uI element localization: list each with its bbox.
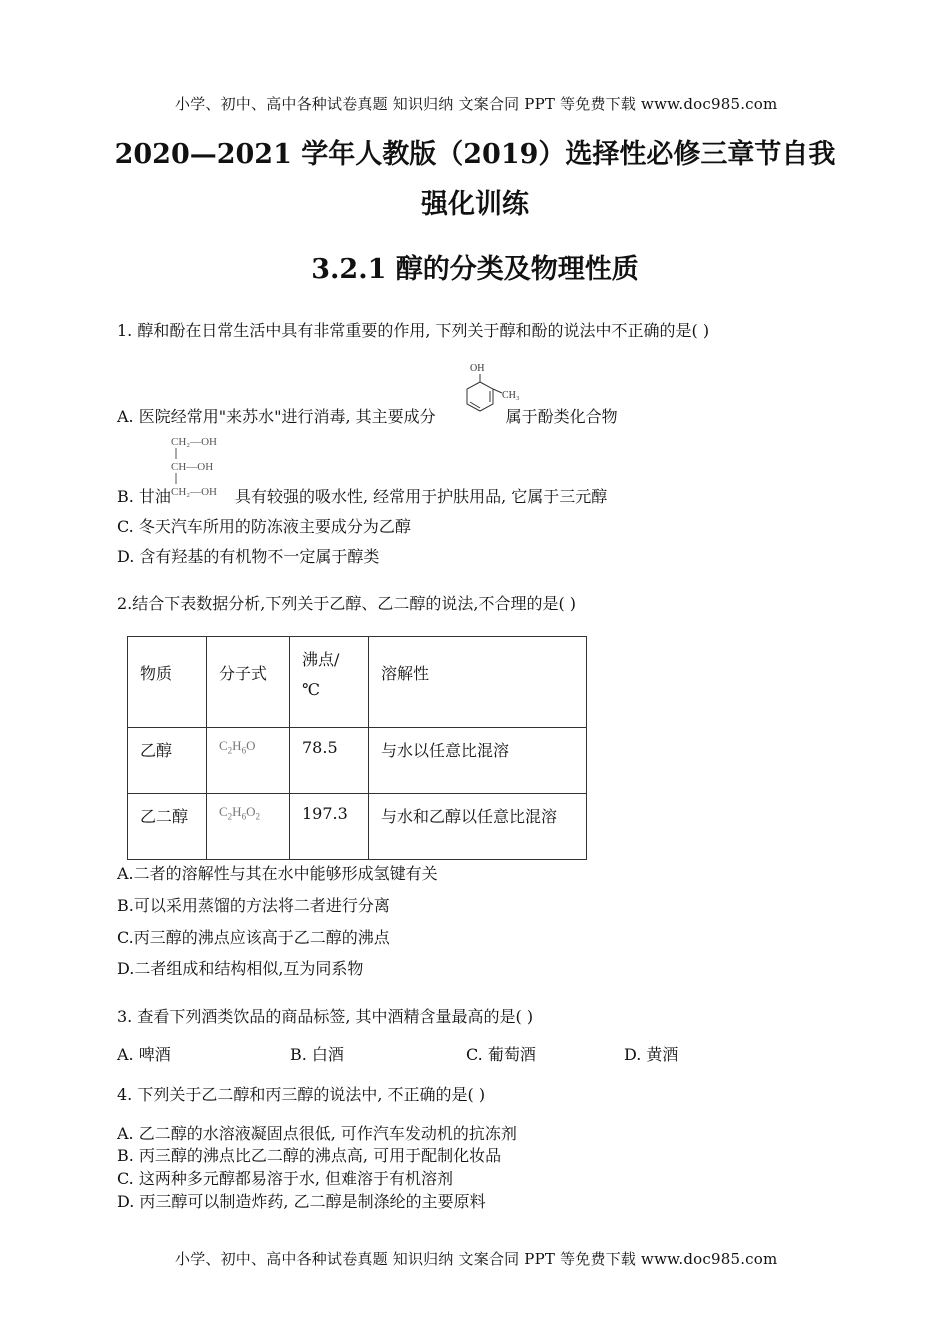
row1-formula: $C_2H_6O$ — [207, 728, 290, 794]
header-boiling-point — [290, 637, 369, 728]
header-bp-line1: 沸点/ — [302, 650, 340, 669]
q1-option-b — [117, 484, 607, 507]
cresol-ch3-label: CH₃ — [502, 390, 520, 401]
q1-option-c: C. 冬天汽车所用的防冻液主要成分为乙醇 — [117, 517, 411, 536]
header-formula: 分子式 — [207, 637, 290, 728]
q1-stem: 1. 醇和酚在日常生活中具有非常重要的作用, 下列关于醇和酚的说法中不正确的是( ) — [117, 321, 710, 340]
q2-option-a: A.二者的溶解性与其在水中能够形成氢键有关 — [117, 864, 438, 883]
cresol-oh-label: OH — [470, 363, 485, 374]
header-substance: 物质 — [128, 637, 207, 728]
row2-substance: 乙二醇 — [128, 794, 207, 860]
q1-option-d: D. 含有羟基的有机物不一定属于醇类 — [117, 547, 380, 566]
glycerol-row3: CH₂—OH — [171, 486, 218, 498]
q3-option-c: C. 葡萄酒 — [466, 1045, 536, 1064]
header-solubility: 溶解性 — [369, 637, 587, 728]
properties-table — [127, 636, 587, 860]
q3-option-a: A. 啤酒 — [117, 1045, 171, 1064]
row2-boiling-point: 197.3 — [290, 794, 369, 860]
q2-option-c: C.丙三醇的沸点应该高于乙二醇的沸点 — [117, 928, 390, 947]
row1-substance: 乙醇 — [128, 728, 207, 794]
glycerol-row2: CH—OH — [171, 461, 214, 473]
q4-option-a: A. 乙二醇的水溶液凝固点很低, 可作汽车发动机的抗冻剂 — [117, 1124, 517, 1143]
q4-option-d: D. 丙三醇可以制造炸药, 乙二醇是制涤纶的主要原料 — [117, 1192, 486, 1211]
table-row — [128, 794, 587, 860]
row2-formula: $C_2H_6O_2$ — [207, 794, 290, 860]
q4-option-c: C. 这两种多元醇都易溶于水, 但难溶于有机溶剂 — [117, 1169, 454, 1188]
q1-option-a-pre: A. 医院经常用"来苏水"进行消毒, 其主要成分 — [117, 407, 436, 426]
q4-option-b: B. 丙三醇的沸点比乙二醇的沸点高, 可用于配制化妆品 — [117, 1146, 502, 1165]
q2-option-b: B.可以采用蒸馏的方法将二者进行分离 — [117, 896, 390, 915]
table-row — [128, 728, 587, 794]
q3-stem: 3. 查看下列酒类饮品的商品标签, 其中酒精含量最高的是( ) — [117, 1007, 534, 1026]
document-title-line2: 强化训练 — [421, 189, 529, 220]
q1-option-a — [117, 404, 618, 427]
q4-stem: 4. 下列关于乙二醇和丙三醇的说法中, 不正确的是( ) — [117, 1085, 486, 1104]
row1-solubility: 与水以任意比混溶 — [369, 728, 587, 794]
header-bp-line2: ℃ — [302, 680, 320, 699]
q1-option-b-pre: B. 甘油 — [117, 487, 171, 506]
row2-solubility: 与水和乙醇以任意比混溶 — [369, 794, 587, 860]
q1-option-b-post: 具有较强的吸水性, 经常用于护肤用品, 它属于三元醇 — [234, 487, 608, 506]
document-title-line1: 2020—2021 学年人教版（2019）选择性必修三章节自我 — [114, 139, 836, 170]
glycerol-row1: CH₂—OH — [171, 436, 218, 448]
page-header: 小学、初中、高中各种试卷真题 知识归纳 文案合同 PPT 等免费下载 www.doc985.com — [175, 95, 778, 113]
section-title: 3.2.1 醇的分类及物理性质 — [311, 254, 639, 285]
q3-option-d: D. 黄酒 — [624, 1045, 679, 1064]
row1-boiling-point: 78.5 — [290, 728, 369, 794]
page-footer: 小学、初中、高中各种试卷真题 知识归纳 文案合同 PPT 等免费下载 www.doc985.com — [175, 1250, 778, 1268]
q3-option-b: B. 白酒 — [290, 1045, 344, 1064]
q2-option-d: D.二者组成和结构相似,互为同系物 — [117, 959, 364, 978]
q1-option-a-post: 属于酚类化合物 — [505, 407, 618, 426]
table-header-row — [128, 637, 587, 728]
q2-stem: 2.结合下表数据分析,下列关于乙醇、乙二醇的说法,不合理的是( ) — [117, 594, 577, 613]
